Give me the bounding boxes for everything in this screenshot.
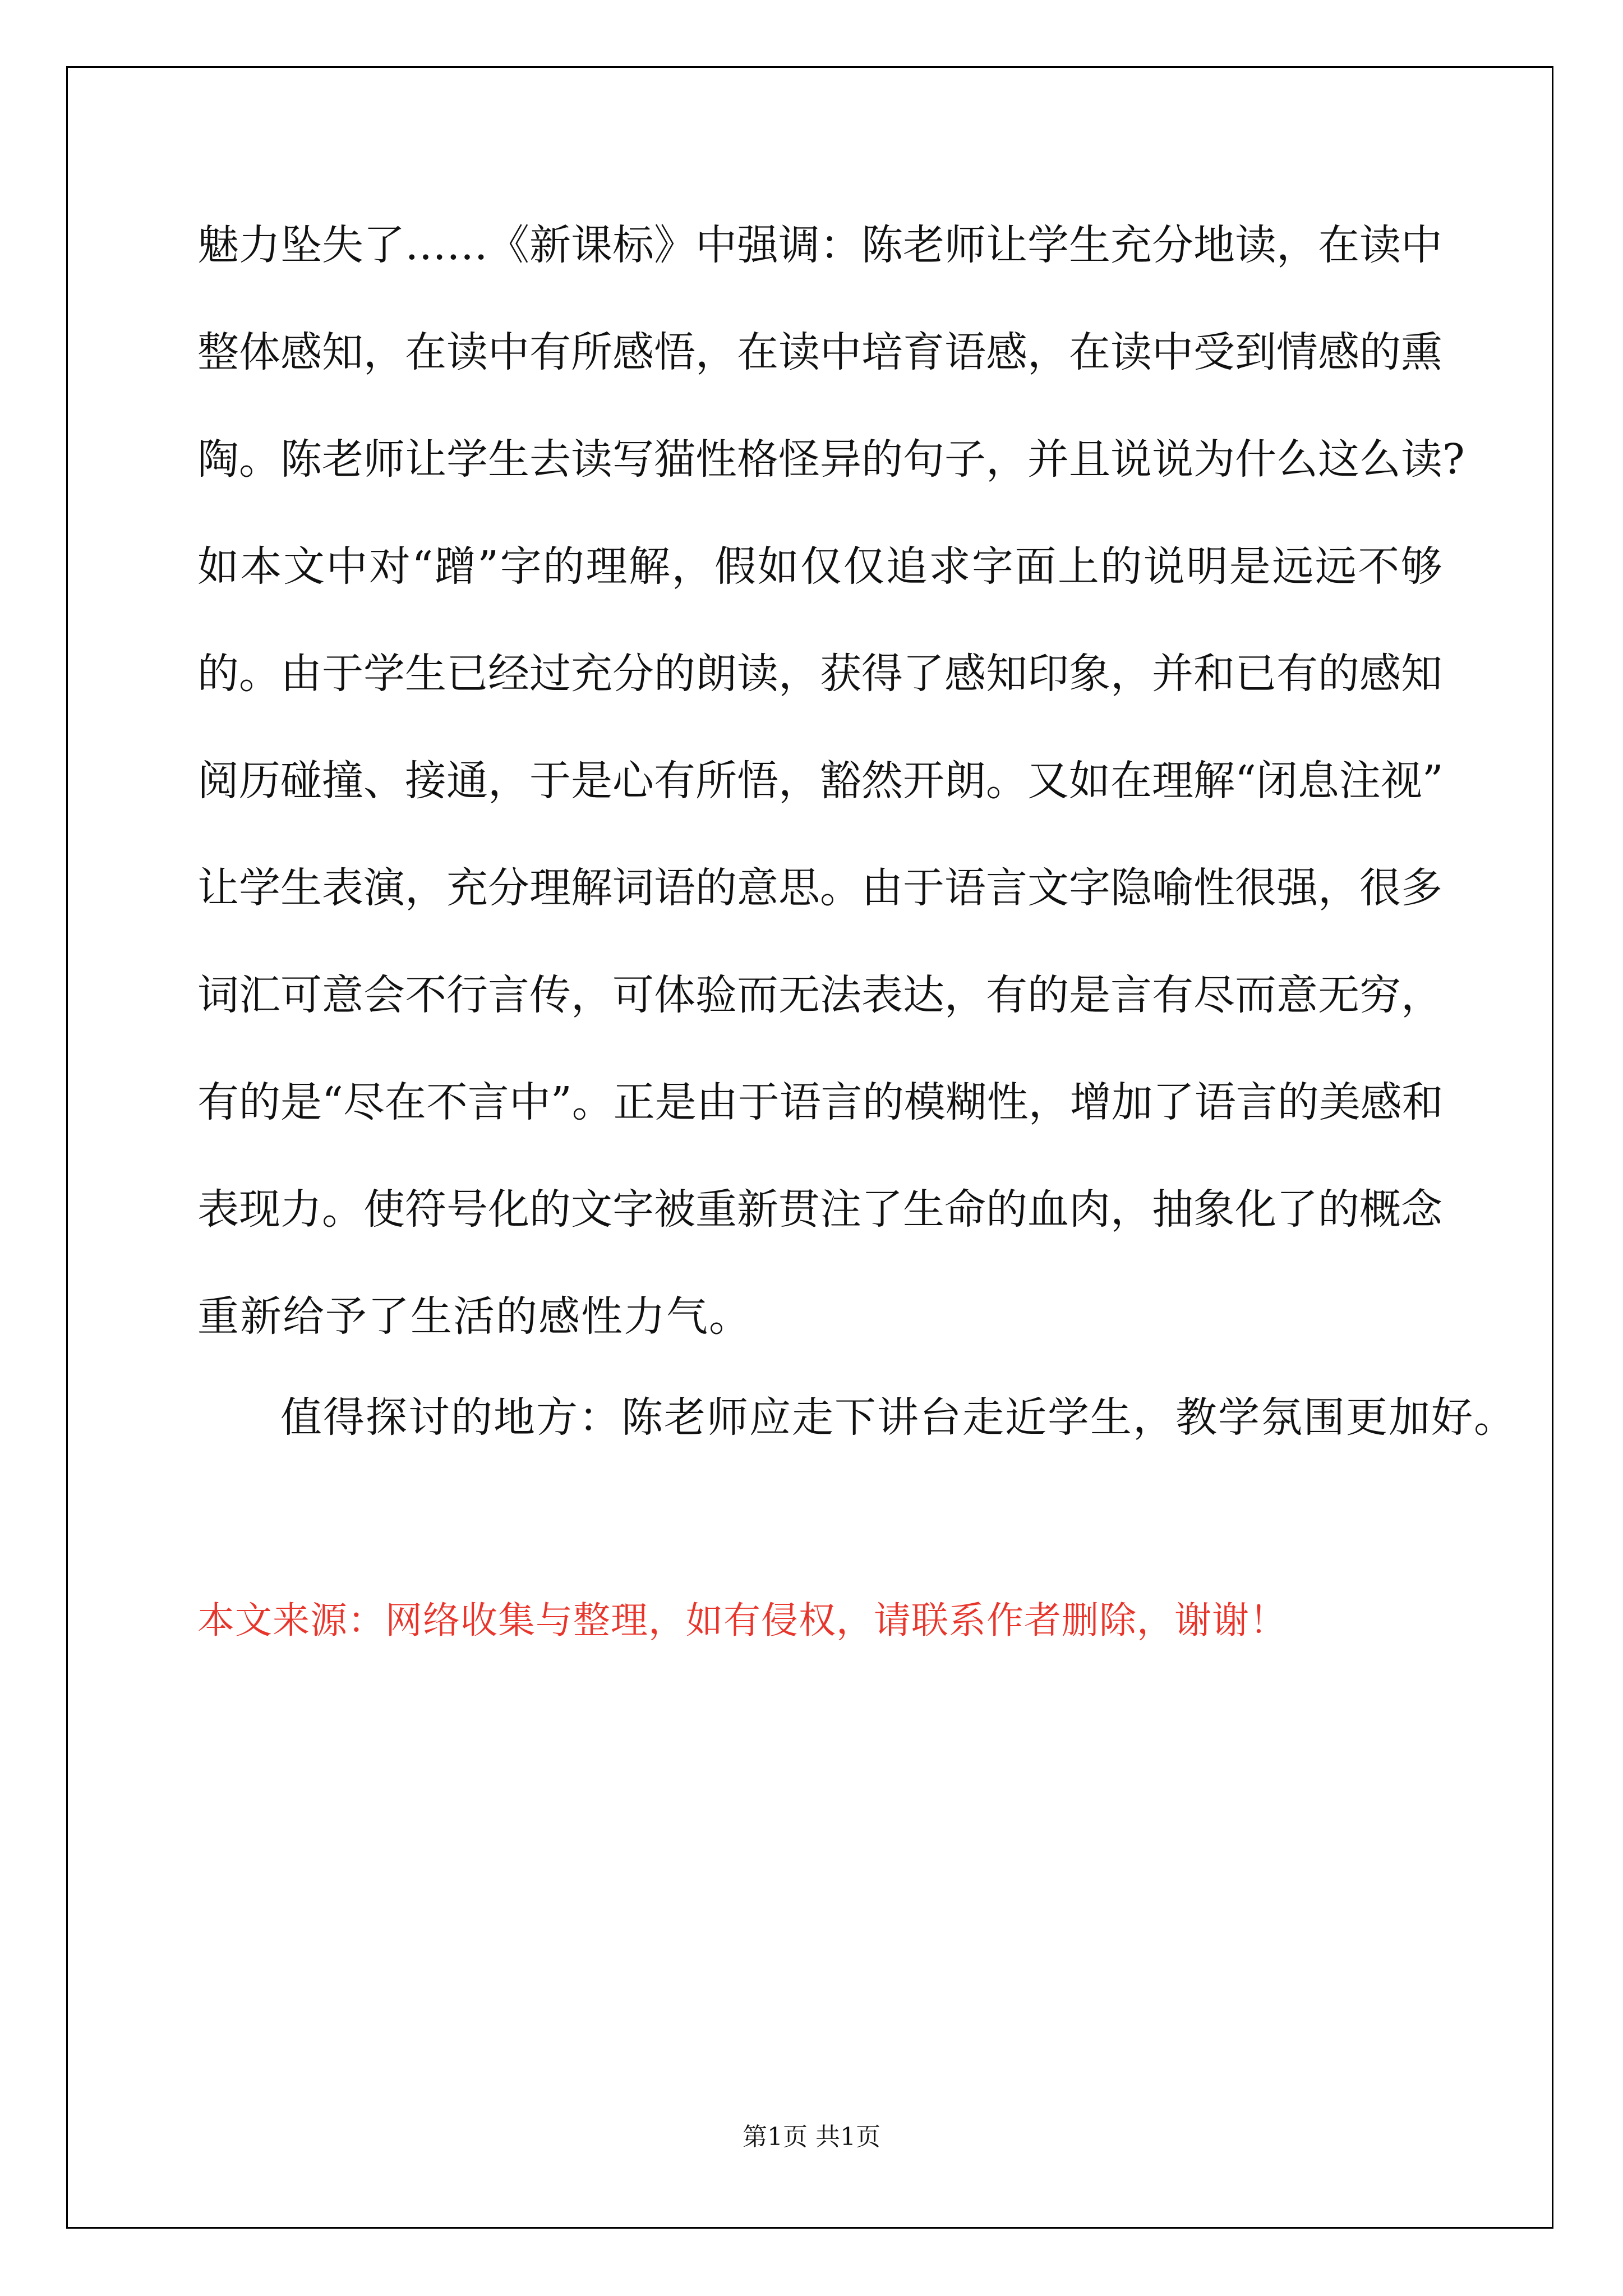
text-line: 的 。 由 于 学 生 已 经 过 充 分 的 朗 读 ， 获 得 了 感 知 印 象 ， 并 和 已 有 的 感 知 [197,650,1442,698]
text-line: 词 汇 可 意 会 不 行 言 传 ， 可 体 验 而 无 法 表 达 ， 有 的 是 言 有 尽 而 意 无 穷 ， [197,971,1442,1019]
paragraph-1 [197,221,1465,1403]
source-note: 本文来源：网络收集与整理，如有侵权，请联系作者删除，谢谢！ [197,1599,1287,1642]
text-line: 如 本 文 中 对 “ 蹭 ” 字 的 理 解 ， 假 如 仅 仅 追 求 字 面 上 的 说 明 是 远 远 不 够 [197,542,1442,591]
text-line: 有 的 是 “ 尽 在 不 言 中 ” 。 正 是 由 于 语 言 的 模 糊 性 ， 增 加 了 语 言 的 美 感 和 [197,1078,1444,1126]
page-footer: 第1页 共1页 [743,2123,880,2151]
text-line: 整 体 感 知 ， 在 读 中 有 所 感 悟 ， 在 读 中 培 育 语 感 ， 在 读 中 受 到 情 感 的 熏 [197,328,1442,376]
text-line: 让 学 生 表 演 ， 充 分 理 解 词 语 的 意 思 。 由 于 语 言 文 字 隐 喻 性 很 强 ， 很 多 [197,864,1442,912]
text-line: 陶 。 陈 老 师 让 学 生 去 读 写 猫 性 格 怪 异 的 句 子 ， 并 且 说 说 为 什 么 这 么 读 ? [197,435,1465,484]
text-line: 表 现 力 。 使 符 号 化 的 文 字 被 重 新 贯 注 了 生 命 的 血 肉 ， 抽 象 化 了 的 概 念 [197,1185,1442,1234]
paragraph-2: 值得探讨的地方：陈老师应走下讲台走近学生，教学氛围更加好。 [280,1393,1516,1442]
text-line: 阅 历 碰 撞 、 接 通 ， 于 是 心 有 所 悟 ， 豁 然 开 朗 。 又 如 在 理 解 “ 闭 息 注 视 ” [197,757,1444,805]
text-line-last: 重新给予了生活的感性力气。 [197,1292,751,1341]
text-line: 魅 力 坠 失 了 … … 《 新 课 标 》 中 强 调 ： 陈 老 师 让 学 生 充 分 地 读 ， 在 读 中 [197,221,1442,269]
